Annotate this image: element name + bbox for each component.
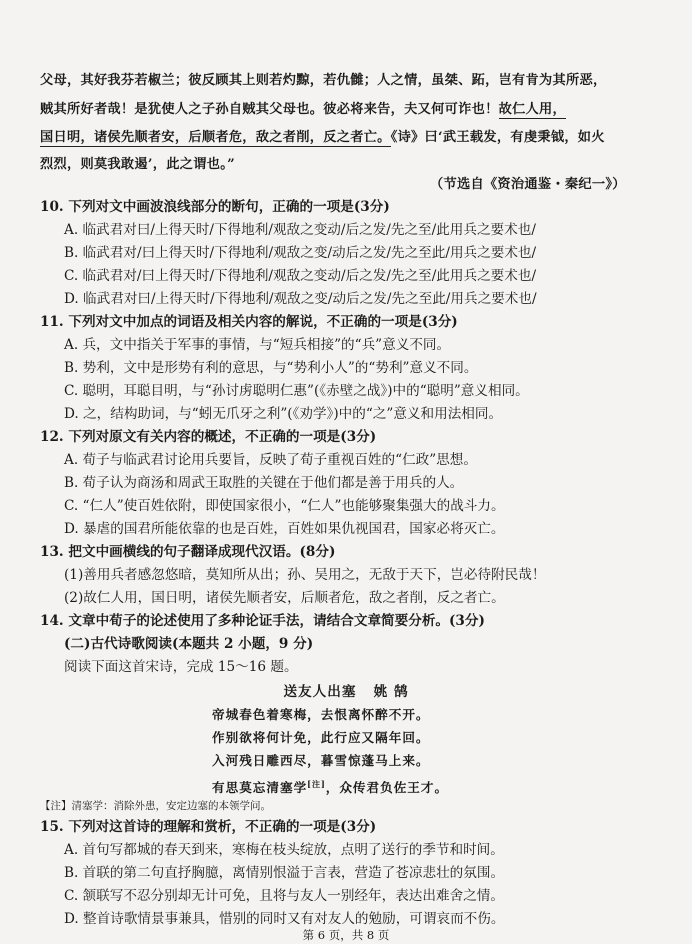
q10-stem: 10. 下列对文中画波浪线部分的断句，正确的一项是(3分): [40, 199, 390, 215]
q11-option-c: C. 聪明，耳聪目明，与“孙讨虏聪明仁惠”(《赤壁之战》)中的“聪明”意义相同。: [64, 383, 529, 399]
poem-line-4-post: ，众传君负佐王才。: [325, 780, 449, 796]
q10-option-d: D. 临武君对曰/上得天时/下得地利/观敌之变/动后之发/先之至此/用兵之要术也/: [64, 291, 537, 307]
q10-option-a: A. 临武君对曰/上得天时/下得地利/观敌之变动/后之发/先之至/此用兵之要术也/: [64, 222, 536, 238]
poem-line-4: [212, 775, 448, 797]
q11-stem: 11. 下列对文中加点的词语及相关内容的解说，不正确的一项是(3分): [40, 314, 458, 330]
q15-option-b: B. 首联的第二句直抒胸臆，离情别恨溢于言表，营造了苍凉悲壮的氛围。: [64, 865, 505, 881]
poem-line-1: 帝城春色着寒梅，去恨离怀醉不开。: [212, 707, 430, 722]
passage-source: （节选自《资治通鉴・秦纪一》）: [430, 177, 626, 192]
poem-line-4-pre: 有思莫忘清塞学: [212, 780, 308, 796]
q12-stem: 12. 下列对原文有关内容的概述，不正确的一项是(3分): [40, 429, 377, 445]
underlined-sentence-end: 国日明，诸侯先顺者安，后顺者危，敌之者削，反之者亡。: [40, 130, 391, 145]
q15-option-a: A. 首句写都城的春天到来，寒梅在枝头绽放，点明了送行的季节和时间。: [64, 842, 504, 858]
section-instruction: 阅读下面这首宋诗，完成 15～16 题。: [64, 659, 298, 675]
q15-option-d: D. 整首诗歌情景事兼具，惜别的同时又有对友人的勉励，可谓哀而不伤。: [64, 911, 505, 927]
q12-option-c: C. “仁人”使百姓依附，即使国家很小，“仁人”也能够聚集强大的战斗力。: [64, 498, 505, 514]
q12-option-a: A. 荀子与临武君讨论用兵要旨，反映了荀子重视百姓的“仁政”思想。: [64, 452, 477, 468]
q13-sentence-2: (2)故仁人用，国日明，诸侯先顺者安，后顺者危，敌之者削，反之者亡。: [64, 590, 505, 606]
underlined-sentence-start: 故仁人用，: [498, 102, 567, 117]
page-footer: 第 6 页，共 8 页: [302, 928, 390, 942]
q14-stem: 14. 文章中荀子的论述使用了多种论证手法，请结合文章简要分析。(3分): [40, 613, 485, 629]
q13-sentence-1: (1)善用兵者感忽悠暗，莫知所从出；孙、吴用之，无敌于天下，岂必待附民哉！: [64, 567, 546, 583]
q15-option-c: C. 颔联写不忍分别却无计可免，且将与友人一别经年，表达出难舍之情。: [64, 888, 504, 904]
passage-line-1: 父母，其好我芬若椒兰；彼反顾其上则若灼黥，若仇雠；人之情，虽桀、跖，岂有肯为其所恶，: [40, 73, 607, 88]
q10-option-b: B. 临武君对/曰上得天时/下得地利/观敌之变/动后之发/先之至此/用兵之要术也/: [64, 245, 537, 261]
q11-option-b: B. 势利，文中是形势有利的意思，与“势利小人”的“势利”意义不同。: [64, 360, 478, 376]
poem-line-3: 入河残日雕西尽，暮雪惊蓬马上来。: [212, 753, 430, 768]
passage-line-2-text: 贼其所好者哉！是犹使人之子孙自贼其父母也。彼必将来告，夫又何可诈也！: [40, 102, 499, 117]
passage-line-4: 烈烈，则莫我敢遏’，此之谓也。”: [40, 157, 236, 172]
passage-line-3: [40, 129, 605, 147]
poem-note: 【注】清塞学：消除外患，安定边塞的本领学问。: [40, 800, 271, 812]
q12-option-b: B. 荀子认为商汤和周武王取胜的关键在于他们都是善于用兵的人。: [64, 475, 464, 491]
section-heading: (二)古代诗歌阅读(本题共 2 小题，9 分): [64, 636, 314, 652]
q11-option-d: D. 之，结构助词，与“蚓无爪牙之利”(《劝学》)中的“之”意义和用法相同。: [64, 406, 503, 422]
q11-option-a: A. 兵，文中指关于军事的事情，与“短兵相接”的“兵”意义不同。: [64, 337, 451, 353]
poem-author: 姚 鹄: [373, 684, 409, 700]
poem-title: 送友人出塞: [283, 684, 357, 700]
q10-option-c: C. 临武君对/曰上得天时/下得地利/观敌之变动/后之发/先之至/此用兵之要术也/: [64, 268, 537, 284]
poem-note-marker: [注]: [307, 779, 326, 789]
passage-line-3-text: 《诗》曰‘武王载发，有虔秉钺，如火: [390, 130, 605, 145]
q15-stem: 15. 下列对这首诗的理解和赏析，不正确的一项是(3分): [40, 819, 377, 835]
q13-stem: 13. 把文中画横线的句子翻译成现代汉语。(8分): [40, 544, 336, 560]
q12-option-d: D. 暴虐的国君所能依靠的也是百姓，百姓如果仇视国君，国家必将灭亡。: [64, 521, 505, 537]
poem-heading: [0, 683, 692, 701]
poem-line-2: 作别欲将何计免，此行应又隔年回。: [212, 730, 430, 745]
passage-line-2: [40, 101, 566, 119]
